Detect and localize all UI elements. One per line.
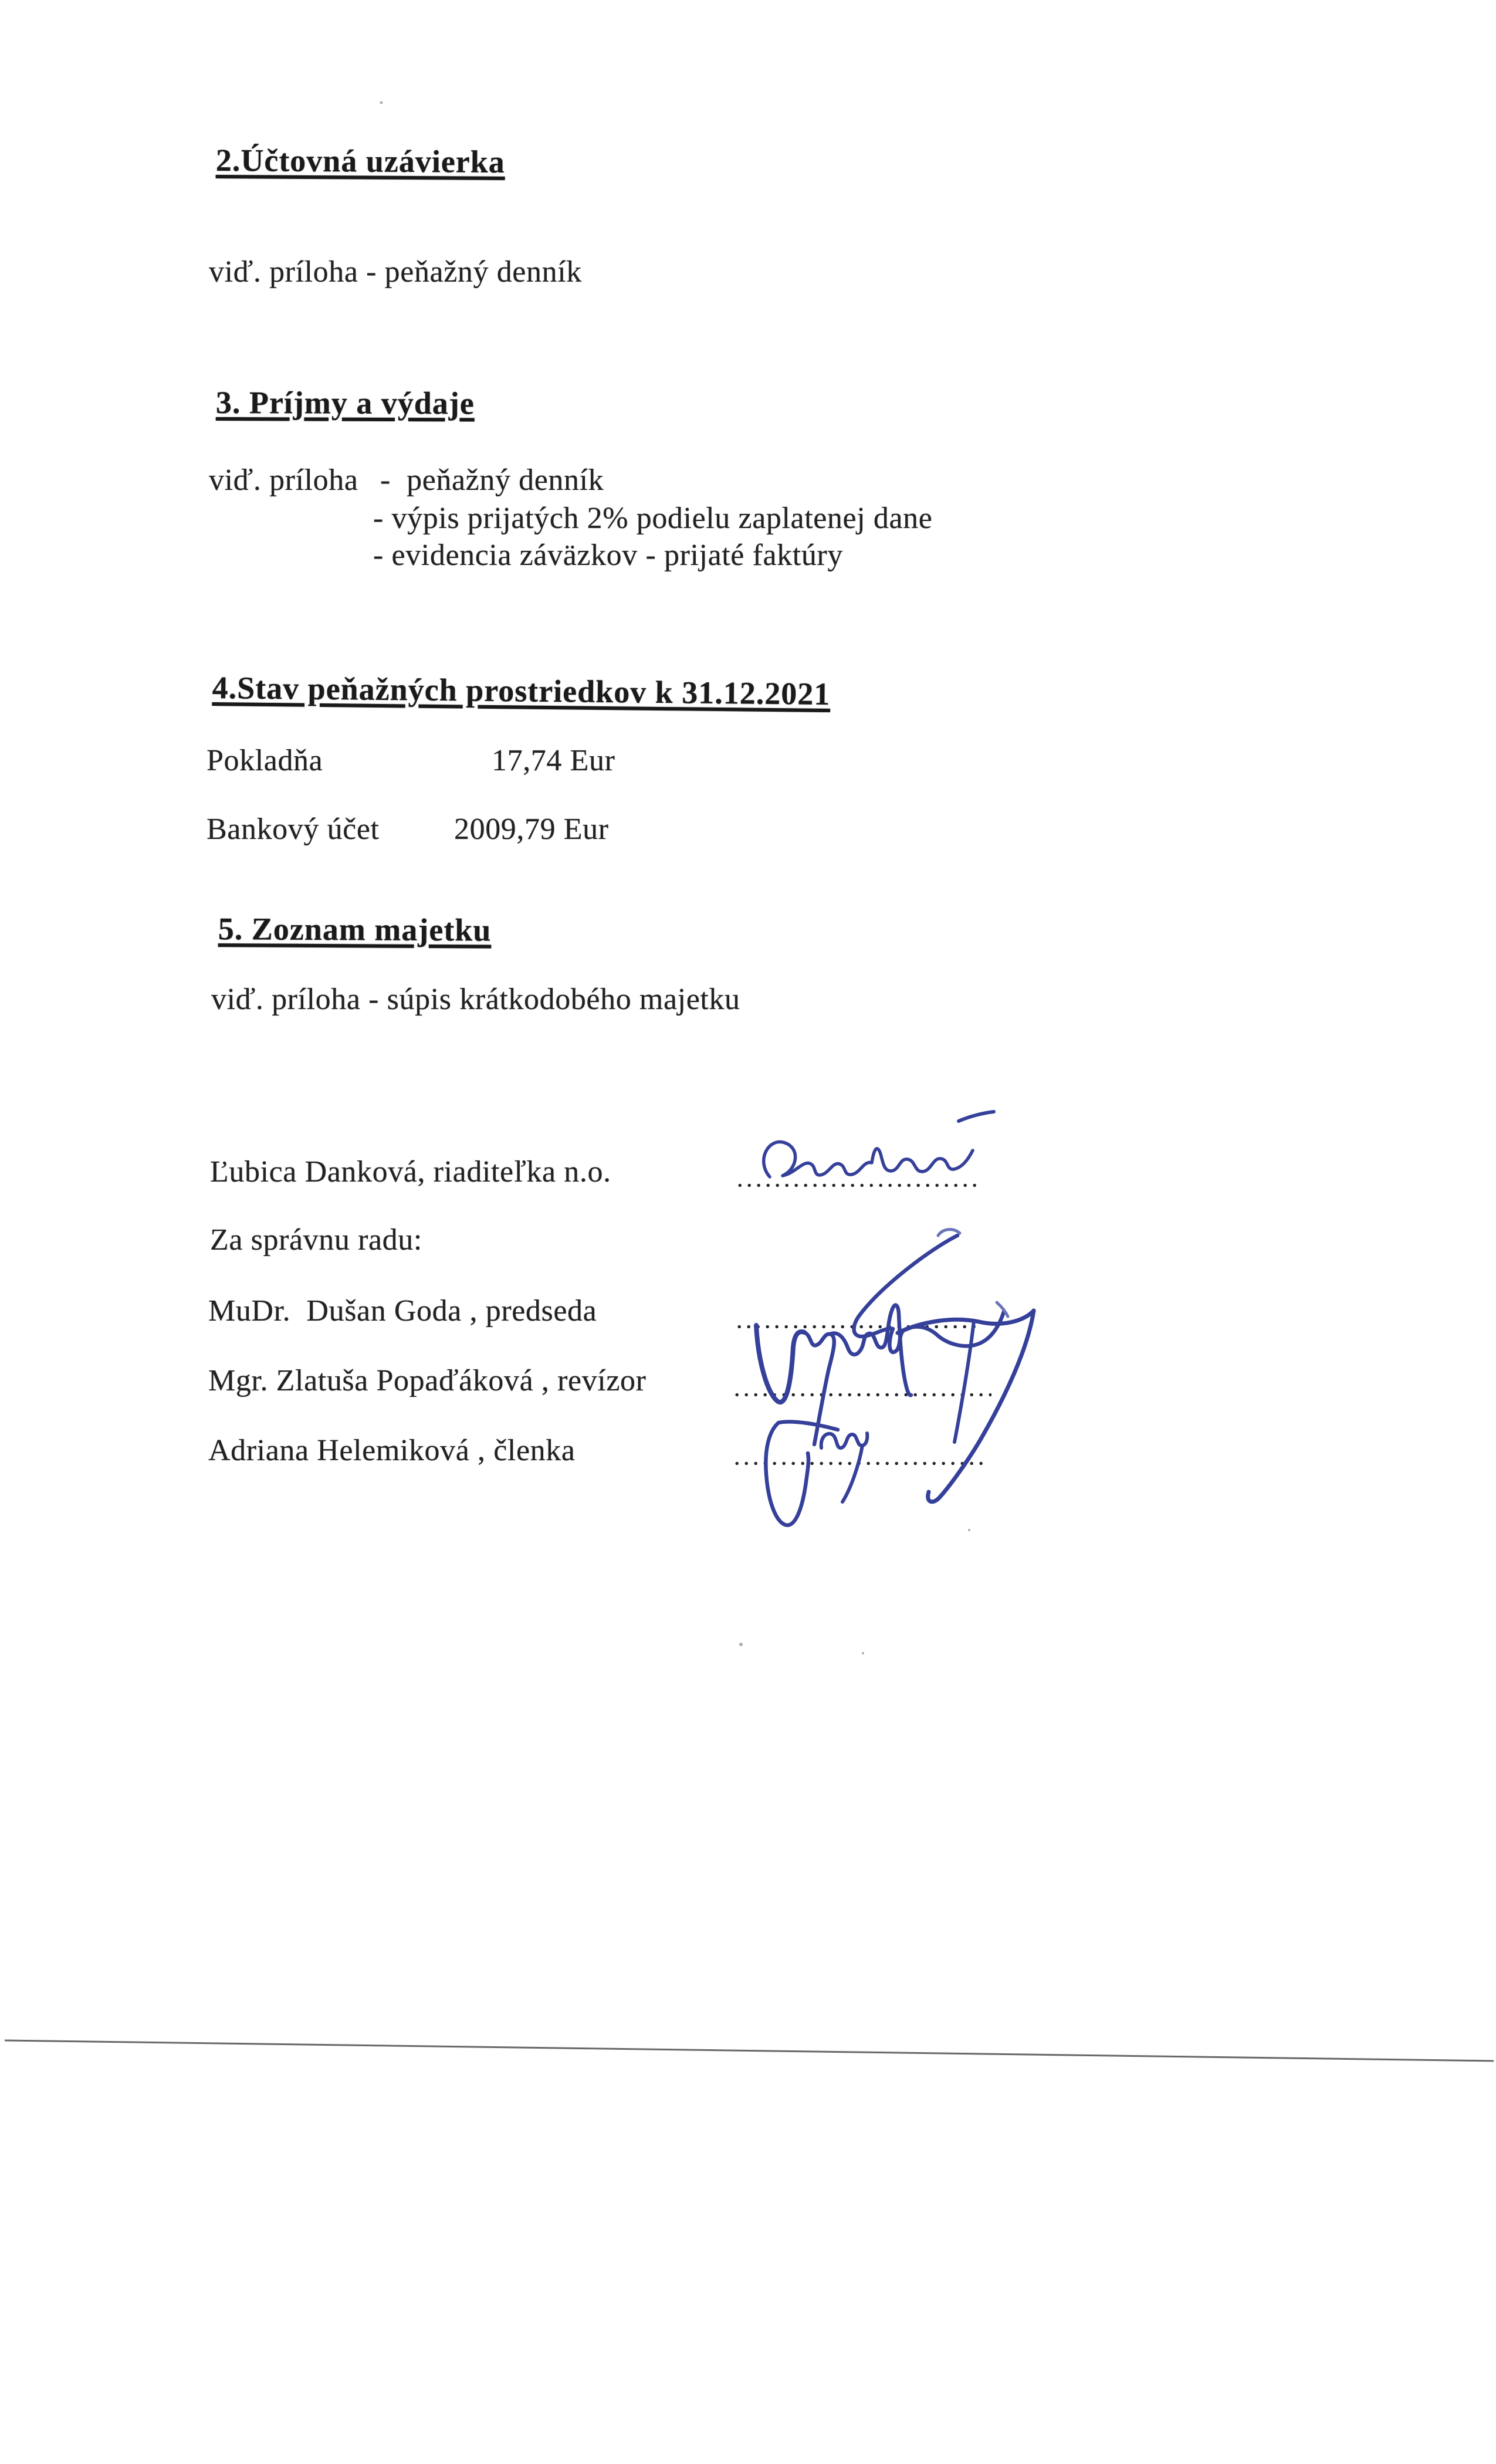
- income-expenses-item: - výpis prijatých 2% podielu zaplatenej dane: [373, 502, 933, 535]
- income-expenses-item: - evidencia záväzkov - prijaté faktúry: [373, 539, 843, 572]
- scan-speck: [968, 1529, 970, 1531]
- signatory-member: Mgr. Zlatuša Popaďáková , revízor: [208, 1364, 647, 1397]
- section-heading-cash-balance: 4.Stav peňažných prostriedkov k 31.12.2021: [212, 670, 831, 712]
- cash-row-label: Bankový účet: [207, 813, 380, 846]
- board-label: Za správnu radu:: [210, 1223, 422, 1257]
- scan-speck: [739, 1643, 743, 1646]
- cash-row-value: 17,74 Eur: [492, 744, 615, 777]
- scan-artifact-line: [5, 2040, 1494, 2061]
- cash-row-value: 2009,79 Eur: [454, 813, 609, 846]
- cash-row-label: Pokladňa: [207, 744, 323, 777]
- section-heading-accounting: 2.Účtovná uzávierka: [215, 143, 505, 180]
- signatory-member: Adriana Helemiková , členka: [208, 1434, 576, 1467]
- signature-goda: [854, 1230, 1008, 1352]
- signatory-member: MuDr. Dušan Goda , predseda: [208, 1294, 597, 1328]
- assets-attachment-note: viď. príloha - súpis krátkodobého majetku: [211, 983, 740, 1016]
- section-heading-income-expenses: 3. Príjmy a výdaje: [215, 385, 475, 421]
- income-expenses-lead: viď. príloha: [209, 463, 358, 497]
- income-expenses-item: - peňažný denník: [380, 463, 604, 497]
- signatory-director: Ľubica Danková, riaditeľka n.o.: [210, 1155, 611, 1189]
- signature-dankova: [764, 1112, 994, 1177]
- scan-speck: [380, 101, 383, 104]
- section-heading-assets: 5. Zoznam majetku: [218, 911, 492, 948]
- accounting-attachment-note: viď. príloha - peňažný denník: [209, 255, 582, 289]
- scan-speck: [862, 1652, 864, 1654]
